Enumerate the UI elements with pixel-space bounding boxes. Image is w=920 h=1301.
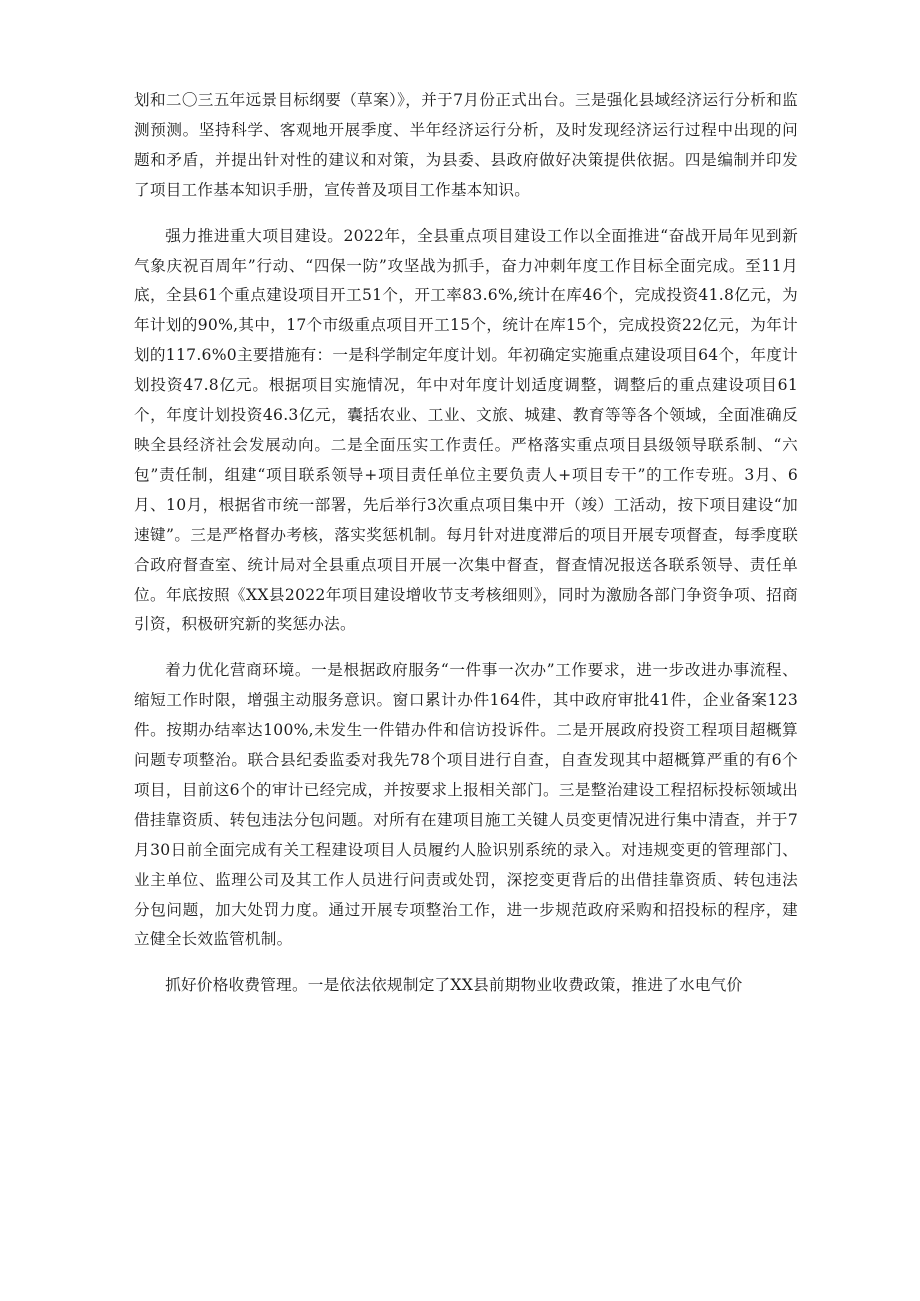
paragraph-major-projects: 强力推进重大项目建设。2022年，全县重点项目建设工作以全面推进“奋战开局年见到新气象庆祝百周年”行动、“四保一防”攻坚战为抓手，奋力冲刺年度工作目标全面完成。至11月底，全县61个重点建设项目开工51个，开工率83.6%,统计在库46个，完成投资41.8亿元，为年计划的90%,其中，17个市级重点项目开工15个，统计在库15个，完成投资22亿元，为年计划的117.6%0主要措施有：一是科学制定年度计划。年初确定实施重点建设项目64个，年度计划投资47.8亿元。根据项目实施情况，年中对年度计划适度调整，调整后的重点建设项目61个，年度计划投资46.3亿元，囊括农业、工业、文旅、城建、教育等等各个领域，全面准确反映全县经济社会发展动向。二是全面压实工作责任。严格落实重点项目县级领导联系制、“六包”责任制，组建“项目联系领导+项目责任单位主要负责人+项目专干”的工作专班。3月、6月、10月，根据省市统一部署，先后举行3次重点项目集中开（竣）工活动，按下项目建设“加速键”。三是严格督办考核，落实奖惩机制。每月针对进度滞后的项目开展专项督查，每季度联合政府督查室、统计局对全县重点项目开展一次集中督查，督查情况报送各联系领导、责任单位。年底按照《XX县2022年项目建设增收节支考核细则》，同时为激励各部门争资争项、招商引资，积极研究新的奖惩办法。 — [134, 226, 798, 634]
paragraph-continuation: 划和二〇三五年远景目标纲要（草案）》，并于7月份正式出台。三是强化县域经济运行分析和监测预测。坚持科学、客观地开展季度、半年经济运行分析，及时发现经济运行过程中出现的问题和矛盾，并提出针对性的建议和对策，为县委、县政府做好决策提供依据。四是编制并印发了项目工作基本知识手册，宣传普及项目工作基本知识。 — [134, 91, 798, 199]
document-body — [134, 86, 798, 1017]
paragraph-business-environment: 着力优化营商环境。一是根据政府服务“一件事一次办”工作要求，进一步改进办事流程、缩短工作时限，增强主动服务意识。窗口累计办件164件，其中政府审批41件，企业备案123件。按期办结率达100%,未发生一件错办件和信访投诉件。二是开展政府投资工程项目超概算问题专项整治。联合县纪委监委对我先78个项目进行自查，自查发现其中超概算严重的有6个项目，目前这6个的审计已经完成，并按要求上报相关部门。三是整治建设工程招标投标领域出借挂靠资质、转包违法分包问题。对所有在建项目施工关键人员变更情况进行集中清查，并于7月30日前全面完成有关工程建设项目人员履约人脸识别系统的录入。对违规变更的管理部门、业主单位、监理公司及其工作人员进行问责或处罚，深挖变更背后的出借挂靠资质、转包违法分包问题，加大处罚力度。通过开展专项整治工作，进一步规范政府采购和招投标的程序，建立健全长效监管机制。 — [134, 661, 798, 949]
paragraph-price-management: 抓好价格收费管理。一是依法依规制定了XX县前期物业收费政策，推进了水电气价 — [165, 976, 743, 995]
